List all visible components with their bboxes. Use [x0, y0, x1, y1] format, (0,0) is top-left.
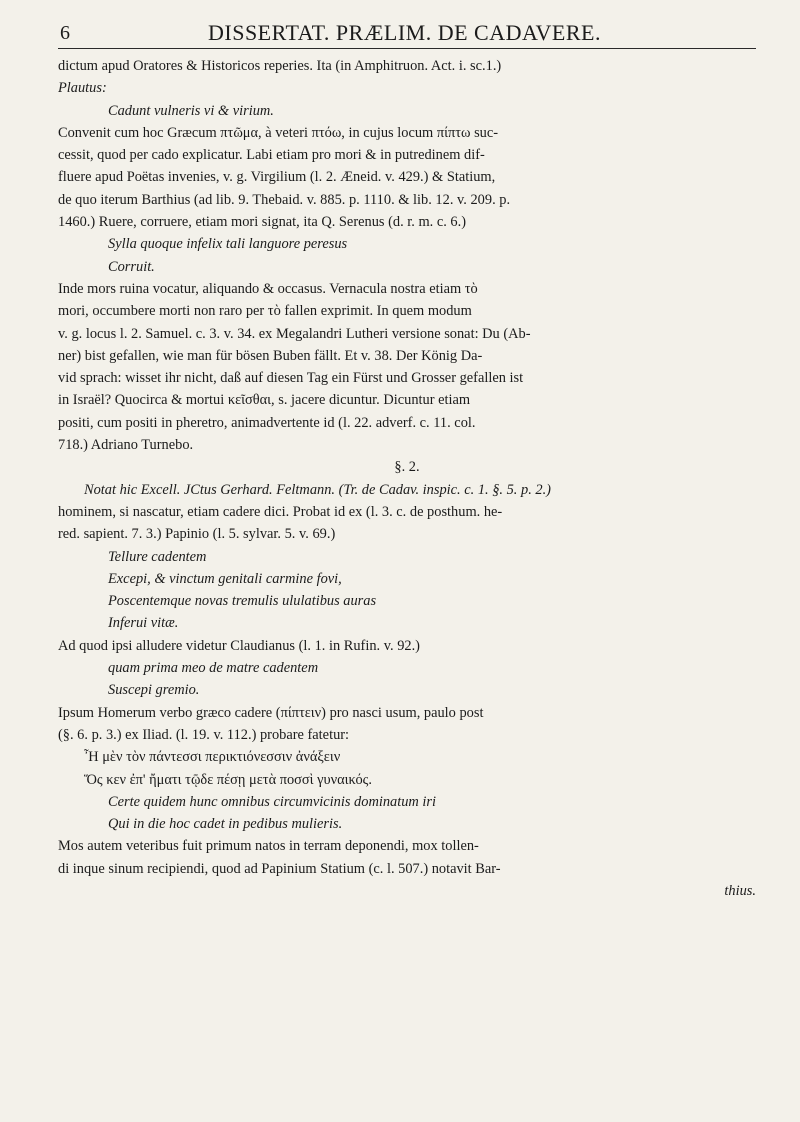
page-number: 6: [60, 22, 70, 44]
text-line: 718.) Adriano Turnebo.: [58, 437, 194, 454]
text-line: Tellure cadentem: [108, 548, 207, 565]
text-line: Poscentemque novas tremulis ululatibus auras: [108, 593, 377, 610]
text-line: red. sapient. 7. 3.) Papinio (l. 5. sylvar. 5. v. 69.): [58, 526, 336, 543]
text-line: Ἦ μὲν τὸν πάντεσσι περικτιόνεσσιν ἀνάξειν: [84, 749, 341, 766]
page-header: [58, 18, 756, 49]
text-line: Inferui vitæ.: [108, 615, 179, 632]
text-line: Excepi, & vinctum genitali carmine fovi,: [108, 570, 342, 587]
text-line: Suscepi gremio.: [108, 682, 200, 699]
text-line: di inque sinum recipiendi, quod ad Papinium Statium (c. l. 507.) notavit Bar-: [58, 860, 501, 877]
text-line: ner) bist gefallen, wie man für bösen Buben fällt. Et v. 38. Der König Da-: [58, 347, 483, 364]
text-line: dictum apud Oratores & Historicos reperies. Ita (in Amphitruon. Act. i. sc.1.): [58, 58, 502, 74]
text-line: (§. 6. p. 3.) ex Iliad. (l. 19. v. 112.) probare fatetur:: [58, 726, 350, 743]
text-line: Cadunt vulneris vi & virium.: [108, 102, 274, 119]
text-line: de quo iterum Barthius (ad lib. 9. Thebaid. v. 885. p. 1110. & lib. 12. v. 209. p.: [58, 191, 511, 208]
text-line: thius.: [724, 882, 756, 899]
text-line: v. g. locus l. 2. Samuel. c. 3. v. 34. ex Megalandri Lutheri versione sonat: Du (Ab-: [58, 325, 531, 342]
text-line: Qui in die hoc cadet in pedibus mulieris.: [108, 816, 343, 833]
text-line: positi, cum positi in pheretro, animadvertente id (l. 22. adverf. c. 11. col.: [58, 414, 476, 431]
text-line: Ad quod ipsi alludere videtur Claudianus (l. 1. in Rufin. v. 92.): [58, 637, 420, 654]
text-line: Sylla quoque infelix tali languore peresus: [108, 236, 348, 253]
running-title: DISSERTAT. PRÆLIM. DE CADAVERE.: [208, 20, 601, 45]
text-line: Mos autem veteribus fuit primum natos in terram deponendi, mox tollen-: [58, 838, 479, 855]
text-line: Plautus:: [58, 80, 107, 97]
text-line: §. 2.: [394, 459, 420, 476]
text-line: Inde mors ruina vocatur, aliquando & occasus. Vernacula nostra etiam τὸ: [58, 280, 478, 297]
text-line: Notat hic Excell. JCtus Gerhard. Feltmann. (Tr. de Cadav. inspic. c. 1. §. 5. p. 2.): [84, 481, 551, 498]
text-line: Ὅς κεν ἐπ' ἤματι τῷδε πέσῃ μετὰ ποσσὶ γυναικός.: [84, 771, 372, 788]
text-line: quam prima meo de matre cadentem: [108, 660, 319, 677]
text-line: Convenit cum hoc Græcum πτῶμα, à veteri πτόω, in cujus locum πίπτω suc-: [58, 124, 499, 141]
text-line: vid sprach: wisset ihr nicht, daß auf diesen Tag ein Fürst und Grosser gefallen ist: [58, 370, 524, 387]
text-line: fluere apud Poëtas invenies, v. g. Virgilium (l. 2. Æneid. v. 429.) & Statium,: [58, 169, 496, 186]
text-line: 1460.) Ruere, corruere, etiam mori signat, ita Q. Serenus (d. r. m. c. 6.): [58, 214, 467, 231]
text-line: mori, occumbere morti non raro per τὸ fallen exprimit. In quem modum: [58, 303, 472, 320]
text-line: Corruit.: [108, 258, 155, 275]
text-line: Ipsum Homerum verbo græco cadere (πίπτειν) pro nasci usum, paulo post: [58, 704, 484, 721]
text-line: in Israël? Quocirca & mortui κεῖσθαι, s. jacere dicuntur. Dicuntur etiam: [58, 392, 471, 409]
text-line: Certe quidem hunc omnibus circumvicinis dominatum iri: [108, 793, 437, 810]
text-line: hominem, si nascatur, etiam cadere dici. Probat id ex (l. 3. c. de posthum. he-: [58, 503, 503, 520]
text-line: cessit, quod per cado explicatur. Labi etiam pro mori & in putredinem dif-: [58, 147, 485, 164]
body-text: [58, 55, 756, 902]
